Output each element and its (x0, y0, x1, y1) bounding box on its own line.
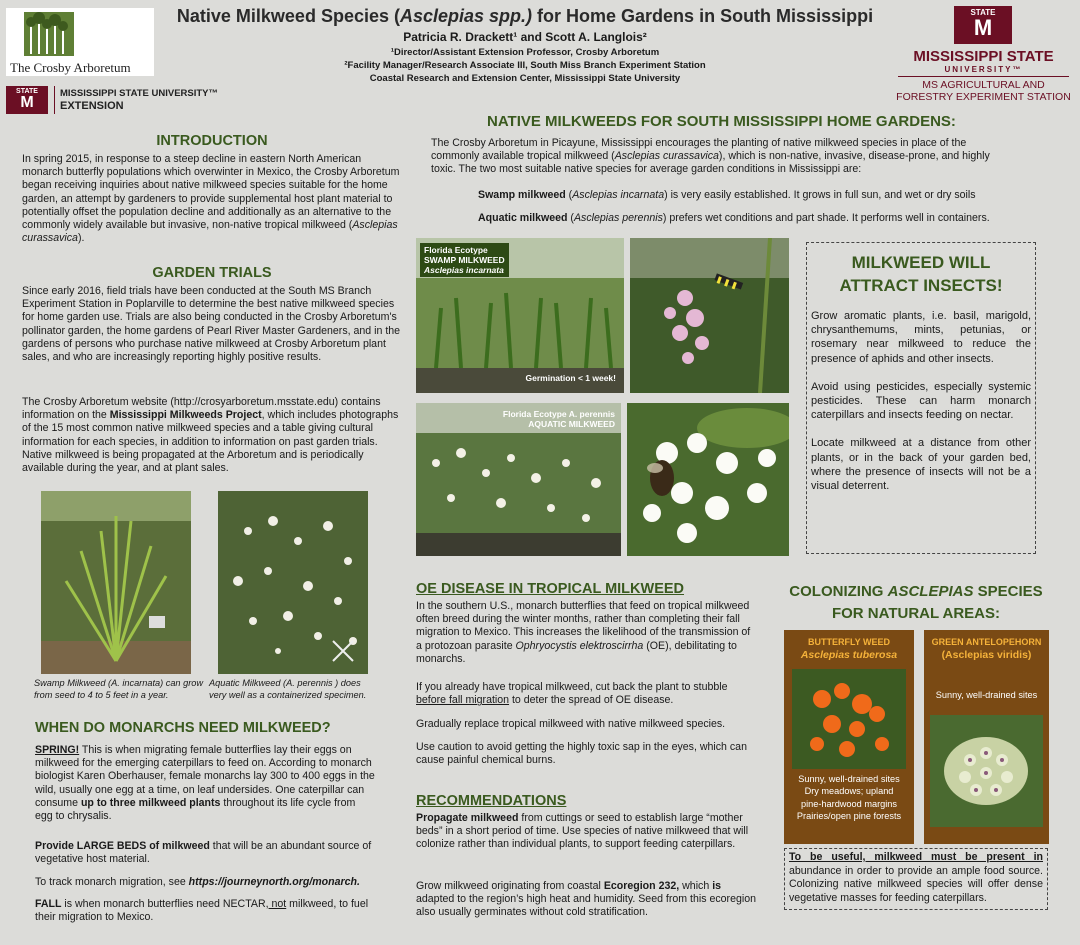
antelopehorn-image (930, 715, 1043, 827)
msu-extension-logo (6, 86, 236, 118)
affiliation-1: ¹Director/Assistant Extension Professor, Crosby Arboretum (390, 47, 660, 58)
affiliation-3: Coastal Research and Extension Center, Mississippi State University (369, 73, 681, 84)
aquatic-milkweed-text: Aquatic milkweed (Asclepias perennis) prefers wet conditions and part shade. It performs well in containers. (478, 212, 990, 224)
oe-paragraph-1: In the southern U.S., monarch butterflies that feed on tropical milkweed often breed during the winter months, rather than completing their fall migration to Mexico. This increases the likelihood of the transmission of a protozoan parasite Ophryocystis elektroscirrha (OE), debilitating to monarchs. (416, 600, 751, 665)
photo1-germination-label: Germination < 1 week! (525, 373, 616, 383)
poster-header (160, 6, 890, 84)
butterfly-weed-photo (792, 669, 906, 769)
msu-line2: UNIVERSITY™ (944, 65, 1023, 74)
garden-trials-heading: GARDEN TRIALS (152, 265, 272, 281)
monarchs-paragraph-2: Provide LARGE BEDS of milkweed that will be an abundant source of vegetative host material. (35, 840, 372, 866)
aquatic-milkweed-nursery-photo (416, 403, 621, 556)
aquatic-milkweed-photo (218, 491, 368, 674)
bee-on-flower-photo (627, 403, 789, 556)
butterfly-weed-desc-3: pine-hardwood margins (800, 798, 897, 809)
monarchs-paragraph-4: FALL is when monarch butterflies need NECTAR, not milkweed, to fuel their migration to Mexico. (35, 898, 369, 924)
insects-paragraph-1: Grow aromatic plants, i.e. basil, marigold, chrysanthemums, mints, petunias, or rosemary near milkweed to reduce the presence of aphids and other insects. (811, 310, 1031, 365)
crosby-logo-text: The Crosby Arboretum (10, 60, 131, 75)
authors: Patricia R. Drackett¹ and Scott A. Langlois² (403, 30, 647, 44)
recommendations-heading: RECOMMENDATIONS (416, 793, 567, 809)
swamp-milkweed-image (41, 491, 191, 674)
antelopehorn-latin: (Asclepias viridis) (941, 649, 1032, 661)
oe-paragraph-2: If you already have tropical milkweed, cut back the plant to stubble before fall migration to deter the spread of OE disease. (416, 681, 728, 707)
intro-paragraph: In spring 2015, in response to a steep decline in eastern North American monarch butterfly populations which overwinter in Mexico, the Crosby Arboretum began receiving inquiries about native milkweed species suitable for the home garden, an attempt by gardeners to provide supplemental host plant material to potentially offset the population decline and additionally as an alternative to the commonly widely available but invasive, non-native tropical milkweed (Asclepias curassavica). (22, 153, 400, 245)
butterfly-weed-latin: Asclepias tuberosa (800, 649, 898, 661)
butterfly-weed-desc-2: Dry meadows; upland (804, 786, 894, 797)
caterpillar-image (630, 238, 789, 393)
butterfly-weed-image (792, 669, 906, 769)
crosby-arboretum-logo (6, 8, 154, 76)
journeynorth-link[interactable]: https://journeynorth.org/monarch. (188, 876, 360, 888)
msu-line3: MS AGRICULTURAL AND (922, 79, 1045, 91)
photo3-label-2: AQUATIC MILKWEED (528, 419, 615, 429)
insects-heading: MILKWEED WILL ATTRACT INSECTS! (839, 253, 1003, 295)
butterfly-weed-card (784, 630, 914, 844)
native-heading: NATIVE MILKWEEDS FOR SOUTH MISSISSIPPI HOME GARDENS: (487, 113, 956, 130)
intro-heading: INTRODUCTION (156, 133, 268, 149)
oe-paragraph-4: Use caution to avoid getting the highly toxic sap in the eyes, which can cause painful chemical burns. (416, 741, 747, 767)
recommendations-paragraph-2: Grow milkweed originating from coastal Ecoregion 232, which is adapted to the region’s high heat and humidity. Seed from this ecoregion also usually germinates without cold stratification. (416, 880, 757, 919)
oe-disease-heading: OE DISEASE IN TROPICAL MILKWEED (416, 581, 685, 597)
garden-trials-paragraph-2: The Crosby Arboretum website (http://crosyarboretum.msstate.edu) contains information on the Mississippi Milkweeds Project, which includes photographs of the 15 most common native milkweed species and a table giving cultural information for each species, in addition to information on past garden trials. Native milkweed is being propagated at the Arboretum and is periodically available during the year, and at plant sales. (22, 396, 399, 475)
msu-line1: MISSISSIPPI STATE (913, 48, 1054, 65)
monarchs-heading: WHEN DO MONARCHS NEED MILKWEED? (35, 720, 331, 736)
msu-line4: FORESTRY EXPERIMENT STATION (896, 91, 1071, 103)
msu-m-badge-large: STATE M (954, 6, 1012, 44)
photo3-label-1: Florida Ecotype A. perennis (502, 409, 615, 419)
to-be-useful-box (784, 848, 1048, 910)
msu-experiment-station-logo (896, 6, 1071, 104)
butterfly-weed-title: BUTTERFLY WEED (807, 637, 890, 647)
caterpillar-photo (630, 238, 789, 393)
to-be-useful-text: To be useful, milkweed must be present in abundance in order to provide an ample food source. Colonizing native milkweed species will offer dense vegetative masses for feeding caterpillars. (789, 851, 1043, 904)
oe-paragraph-3: Gradually replace tropical milkweed with native milkweed species. (416, 718, 726, 730)
butterfly-weed-desc-4: Prairies/open pine forests (796, 811, 902, 822)
butterfly-weed-desc-1: Sunny, well-drained sites (798, 774, 900, 784)
aquatic-milkweed-image (218, 491, 368, 674)
monarchs-paragraph-1: SPRING! This is when migrating female butterflies lay their eggs on milkweed for the emerging caterpillars to feed on. According to monarch biologist Karen Oberhauser, female monarchs lay 300 to 400 eggs in the wild, usually one egg at a time, on leaf undersides. One caterpillar can consume up to three milkweed plants throughout its life cycle from egg to chrysalis. (35, 744, 375, 823)
antelopehorn-photo (930, 715, 1043, 827)
recommendations-paragraph-1: Propagate milkweed from cuttings or seed to establish large “mother beds” in a short period of time. Use species of native milkweed that will colonize rather than individual plants, to support feeding caterpillars. (416, 812, 749, 851)
msu-m-badge: STATE M (6, 86, 48, 114)
bee-image (627, 403, 789, 556)
poster-title: Native Milkweed Species (Asclepias spp.) for Home Gardens in South Mississippi (176, 6, 874, 26)
affiliation-2: ²Facility Manager/Research Associate III, South Miss Branch Experiment Station (344, 60, 706, 71)
ext-line2: EXTENSION (60, 100, 124, 112)
photo1-label-1: Florida Ecotype (424, 245, 488, 255)
swamp-milkweed-photo (41, 491, 191, 674)
green-antelopehorn-card (924, 630, 1049, 844)
colonizing-heading: COLONIZING ASCLEPIAS SPECIES FOR NATURAL AREAS: (789, 583, 1043, 622)
swamp-photo-caption: Swamp Milkweed (A. incarnata) can grow from seed to 4 to 5 feet in a year. (34, 678, 204, 700)
insects-paragraph-2: Avoid using pesticides, especially systemic pesticides. These can harm monarch caterpillars and insects feeding on nectar. (811, 380, 1031, 422)
antelopehorn-title: GREEN ANTELOPEHORN (931, 637, 1042, 647)
swamp-milkweed-nursery-photo (416, 238, 624, 393)
photo1-label-2: SWAMP MILKWEED (424, 255, 505, 265)
native-paragraph: The Crosby Arboretum in Picayune, Mississippi encourages the planting of native milkweed species in place of the commonly available tropical milkweed (Asclepias curassavica), which is non-native, invasive, disease-prone, and highly toxic. The two most suitable native species for average garden conditions in Mississippi are: (431, 137, 990, 176)
attract-insects-box (806, 242, 1036, 554)
aquatic-photo-caption: Aquatic Milkweed (A. perennis ) does very well as a containerized specimen. (209, 678, 367, 700)
monarchs-paragraph-3: To track monarch migration, see https://journeynorth.org/monarch. (35, 876, 360, 888)
antelopehorn-desc-1: Sunny, well-drained sites (935, 690, 1038, 700)
swamp-milkweed-text: Swamp milkweed (Asclepias incarnata) is very easily established. It grows in full sun, and wet or dry soils (478, 189, 976, 201)
photo1-label-3: Asclepias incarnata (424, 265, 504, 275)
insects-paragraph-3: Locate milkweed at a distance from other plants, or in the back of your garden bed, where the presence of insects will not be a visual deterrent. (811, 437, 1031, 493)
garden-trials-paragraph-1: Since early 2016, field trials have been conducted at the South MS Branch Experiment Station in Poplarville to determine the best native milkweed species for home garden use. Trials are also being conducted in the Crosby Arboretum's pollinator garden, the home gardens of Pearl River Master Gardeners, and in the gardens of persons who purchase native milkweed at Crosby Arboretum plant sales, and who are increasingly reporting highly positive results. (22, 285, 401, 364)
ext-line1: MISSISSIPPI STATE UNIVERSITY™ (60, 88, 219, 99)
